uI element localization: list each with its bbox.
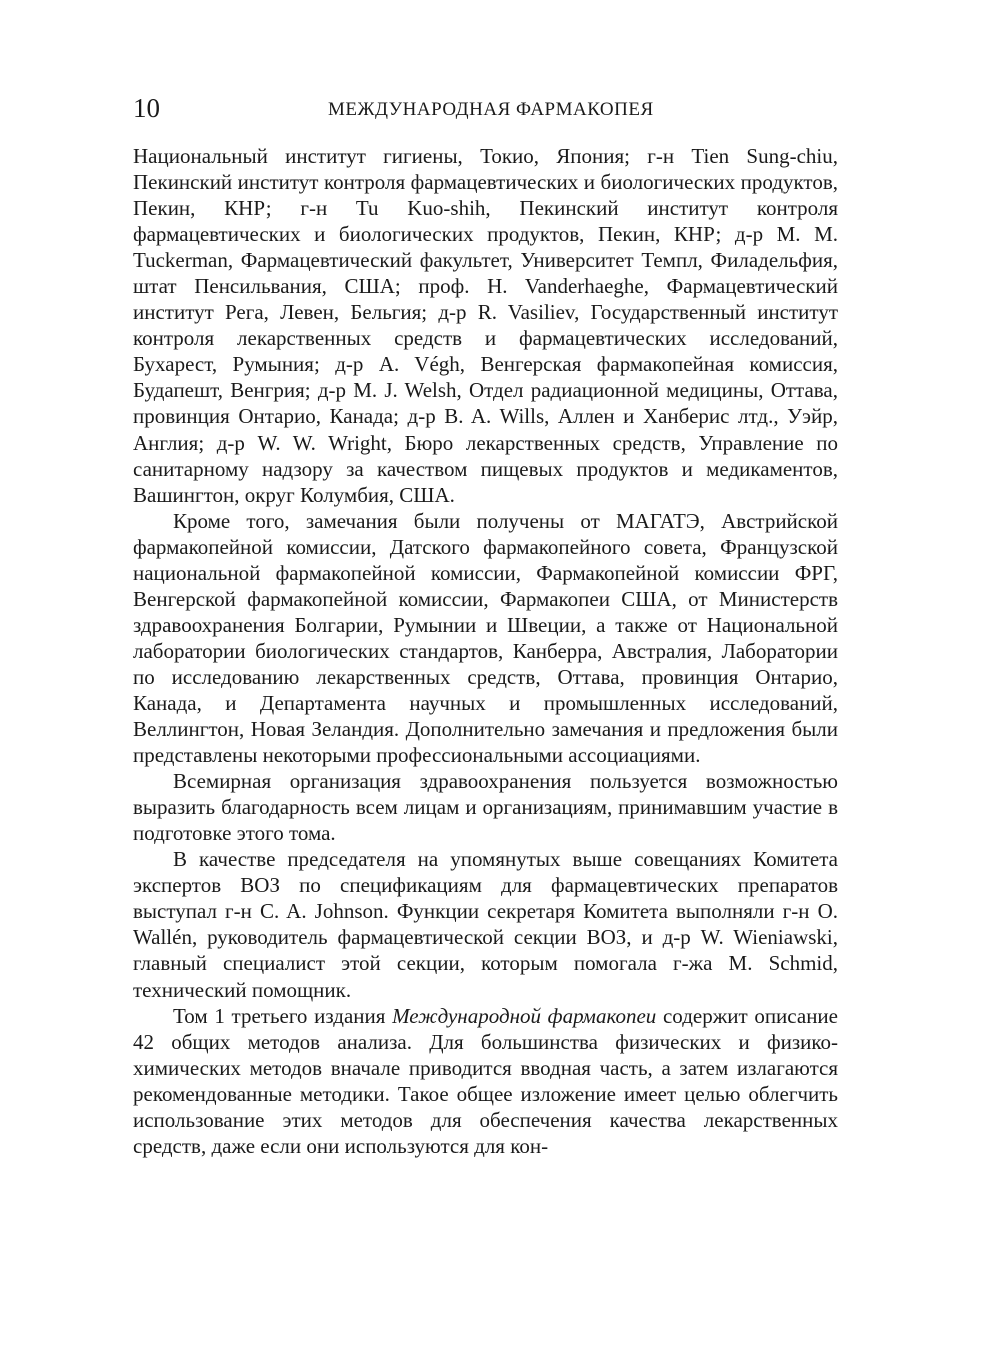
paragraph-comments-received: Кроме того, замечания были получены от МАГАТЭ, Австрийской фармакопейной комиссии, Датского фармакопейного совета, Французской национальной фармакопейной комиссии, Фармакопейной комиссии ФРГ, Венгерской фармакопейной комиссии, Фармакопеи США, от Министерств здравоохранения Болгарии, Румынии и Швеции, а также от Национальной лаборатории биологических стандартов, Канберра, Австралия, Лаборатории по исследованию лекарственных средств, Оттава, провинция Онтарио, Канада, и Департамента научных и промышленных исследований, Веллингтон, Новая Зеландия. Дополнительно замечания и предложения были представлены некоторыми профессиональными ассоциациями. bbox=[133, 508, 838, 768]
paragraph-chair-secretary: В качестве председателя на упомянутых выше совещаниях Комитета экспертов ВОЗ по спецификациям для фармацевтических препаратов выступал г-н C. A. Johnson. Функции секретаря Комитета выполняли г-н O. Wallén, руководитель фармацевтической секции ВОЗ, и д-р W. Wieniawski, главный специалист этой секции, которым помогала г-жа M. Schmid, технический помощник. bbox=[133, 847, 838, 1002]
paragraph-gratitude: Всемирная организация здравоохранения пользуется возможностью выразить благодарность всем лицам и организациям, принимавшим участие в подготовке этого тома. bbox=[133, 769, 838, 846]
running-head bbox=[133, 88, 838, 128]
running-title: МЕЖДУНАРОДНАЯ ФАРМАКОПЕЯ bbox=[328, 99, 654, 120]
volume-text-start: Том 1 третьего издания bbox=[173, 1003, 393, 1028]
page-number: 10 bbox=[133, 93, 160, 123]
body-text bbox=[133, 143, 838, 1159]
paragraph-participants: Национальный институт гигиены, Токио, Япония; г-н Tien Sung-chiu, Пекинский институт контроля фармацевтических и биологических продуктов, Пекин, КНР; г-н Tu Kuo-shih, Пекинский институт контроля фармацевтических и биологических продуктов, Пекин, КНР; д-р M. M. Tuckerman, Фармацевтический факультет, Университет Темпл, Филадельфия, штат Пенсильвания, США; проф. H. Vanderhaeghe, Фармацевтический институт Рега, Левен, Бельгия; д-р R. Vasiliev, Государственный институт контроля лекарственных средств и фармацевтических исследований, Бухарест, Румыния; д-р A. Végh, Венгерская фармакопейная комиссия, Будапешт, Венгрия; д-р M. J. Welsh, Отдел радиационной медицины, Оттава, провинция Онтарио, Канада; д-р B. A. Wills, Аллен и Ханберис лтд., Уэйр, Англия; д-р W. W. Wright, Бюро лекарственных средств, Управление по санитарному надзору за качеством пищевых продуктов и медикаментов, Вашингтон, округ Колумбия, США. bbox=[133, 144, 838, 507]
pharmacopoeia-title: Международной фармакопеи bbox=[392, 1003, 657, 1028]
volume-text-end: содержит описание 42 общих методов анализа. Для большинства физических и физико-химических методов вначале приводится вводная часть, а затем излагаются рекомендованные методики. Такое общее изложение имеет целью облегчить использование этих методов для обеспечения качества лекарственных средств, даже если они используются для кон- bbox=[133, 1003, 838, 1158]
paragraph-volume-description bbox=[133, 1003, 838, 1159]
